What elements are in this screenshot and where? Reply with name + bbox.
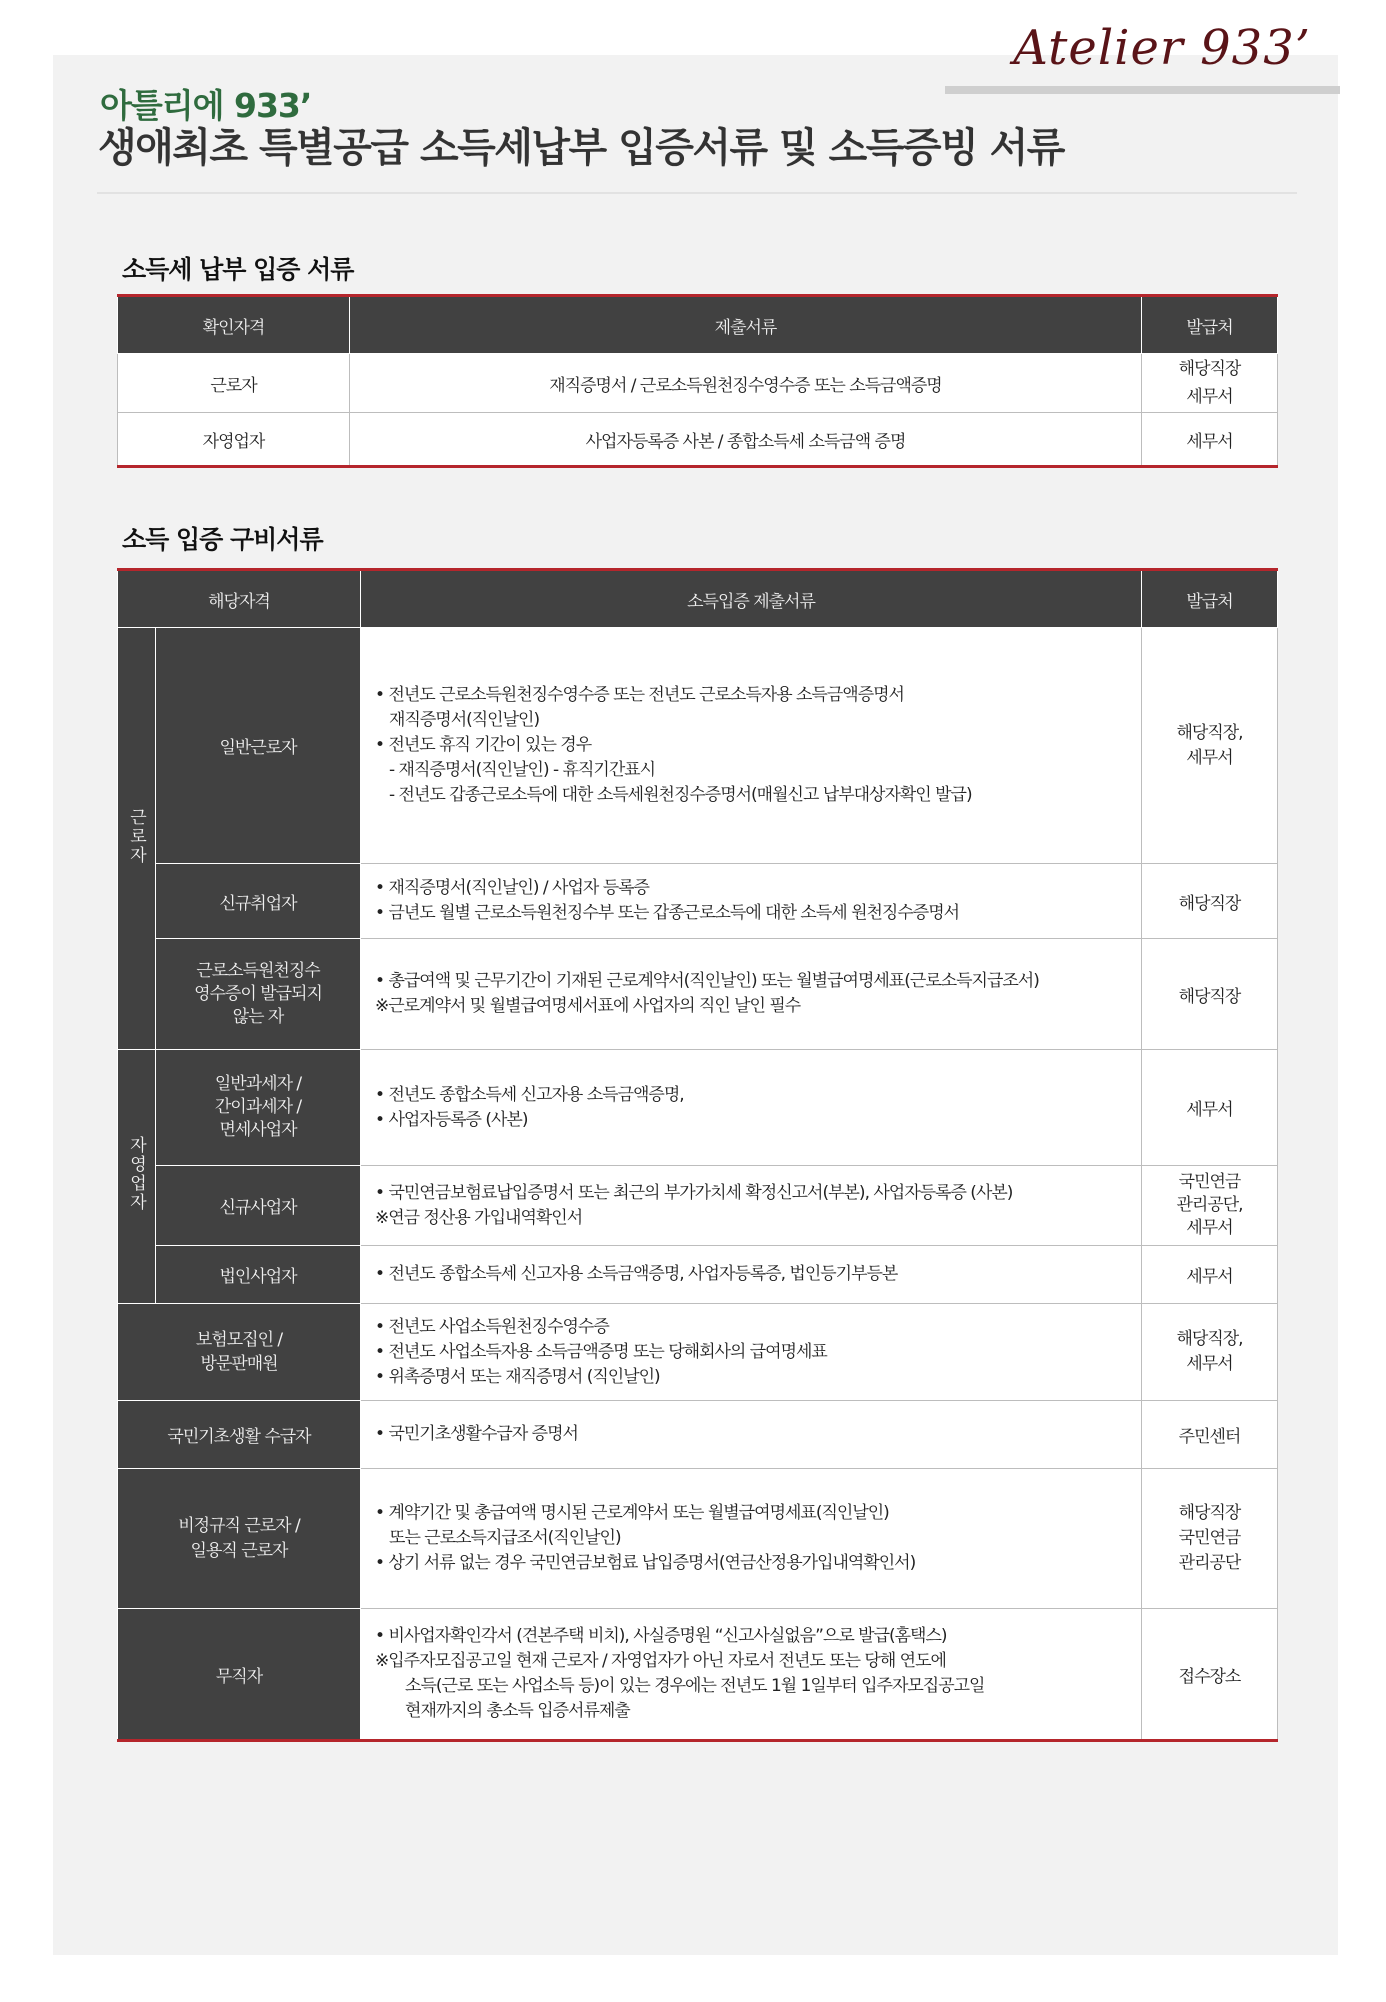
header-documents: 제출서류: [350, 296, 1142, 354]
row-qualification: 자영업자: [118, 413, 350, 467]
row-documents: • 전년도 사업소득원천징수영수증 • 전년도 사업소득자용 소득금액증명 또는 당해회사의 급여명세표 • 위촉증명서 또는 재직증명서 (직인날인): [361, 1304, 1142, 1401]
row-new-employee: 신규취업자: [156, 864, 361, 939]
title-divider: [97, 192, 1297, 194]
header-documents: 소득입증 제출서류: [361, 570, 1142, 628]
row-general-worker: 일반근로자: [156, 628, 361, 864]
row-unemployed: 무직자: [118, 1609, 361, 1741]
row-issuer: 해당직장: [1142, 939, 1278, 1050]
row-documents: • 총급여액 및 근무기간이 기재된 근로계약서(직인날인) 또는 월별급여명세표(근로소득지급조서) ※근로계약서 및 월별급여명세서표에 사업자의 직인 날인 필수: [361, 939, 1142, 1050]
header-qualification: 확인자격: [118, 296, 350, 354]
row-documents: 사업자등록증 사본 / 종합소득세 소득금액 증명: [350, 413, 1142, 467]
table-row: [118, 1166, 1278, 1246]
row-documents: • 전년도 종합소득세 신고자용 소득금액증명, 사업자등록증, 법인등기부등본: [361, 1246, 1142, 1304]
group-self-employed: 자영업자: [118, 1050, 156, 1304]
header-issuer: 발급처: [1142, 570, 1278, 628]
table-header-row: [118, 296, 1278, 354]
row-general-taxpayer: 일반과세자 / 간이과세자 / 면세사업자: [156, 1050, 361, 1166]
table-row: [118, 413, 1278, 467]
row-documents: • 비사업자확인각서 (견본주택 비치), 사실증명원 “신고사실없음”으로 발급(홈택스) ※입주자모집공고일 현재 근로자 / 자영업자가 아닌 자로서 전년도 또는 당해 연도에 소득(근로 또는 사업소득 등)이 있는 경우에는 전년도 1월 1일부터 입주자모집공고일 현재까지의 총소득 입증서류제출: [361, 1609, 1142, 1741]
row-documents: • 국민연금보험료납입증명서 또는 최근의 부가가치세 확정신고서(부본), 사업자등록증 (사본) ※연금 정산용 가입내역확인서: [361, 1166, 1142, 1246]
row-issuer: 접수장소: [1142, 1609, 1278, 1741]
page-subtitle: 아틀리에 933’: [100, 86, 312, 125]
row-issuer: 세무서: [1142, 413, 1278, 467]
header-issuer: 발급처: [1142, 296, 1278, 354]
row-documents: • 전년도 근로소득원천징수영수증 또는 전년도 근로소득자용 소득금액증명서 재직증명서(직인날인) • 전년도 휴직 기간이 있는 경우 - 재직증명서(직인날인) - 휴직기간표시 - 전년도 갑종근로소득에 대한 소득세원천징수증명서(매월신고 납부대상자확인 발급): [361, 628, 1142, 864]
table-row: [118, 1401, 1278, 1469]
row-no-receipt: 근로소득원천징수 영수증이 발급되지 않는 자: [156, 939, 361, 1050]
table-header-row: [118, 570, 1278, 628]
table-row: [118, 939, 1278, 1050]
brand-logo: Atelier 933’: [1013, 20, 1311, 76]
row-issuer: 해당직장, 세무서: [1142, 628, 1278, 864]
row-documents: • 전년도 종합소득세 신고자용 소득금액증명, • 사업자등록증 (사본): [361, 1050, 1142, 1166]
table-row: [118, 1469, 1278, 1609]
row-corporate: 법인사업자: [156, 1246, 361, 1304]
table-row: [118, 628, 1278, 864]
row-issuer: 해당직장, 세무서: [1142, 1304, 1278, 1401]
row-issuer: 해당직장 세무서: [1142, 354, 1278, 413]
row-irregular-worker: 비정규직 근로자 / 일용직 근로자: [118, 1469, 361, 1609]
row-documents: • 계약기간 및 총급여액 명시된 근로계약서 또는 월별급여명세표(직인날인) 또는 근로소득지급조서(직인날인) • 상기 서류 없는 경우 국민연금보험료 납입증명서(연금산정용가입내역확인서): [361, 1469, 1142, 1609]
row-qualification: 근로자: [118, 354, 350, 413]
page-title: 생애최초 특별공급 소득세납부 입증서류 및 소득증빙 서류: [98, 125, 1064, 171]
row-issuer: 주민센터: [1142, 1401, 1278, 1469]
row-documents: 재직증명서 / 근로소득원천징수영수증 또는 소득금액증명: [350, 354, 1142, 413]
table-row: [118, 864, 1278, 939]
row-new-business: 신규사업자: [156, 1166, 361, 1246]
row-issuer: 국민연금 관리공단, 세무서: [1142, 1166, 1278, 1246]
table-row: [118, 1304, 1278, 1401]
row-issuer: 세무서: [1142, 1246, 1278, 1304]
row-issuer: 해당직장: [1142, 864, 1278, 939]
section2-title: 소득 입증 구비서류: [122, 525, 323, 554]
income-proof-table: [117, 568, 1278, 1742]
table-row: [118, 354, 1278, 413]
table-row: [118, 1246, 1278, 1304]
header-qualification: 해당자격: [118, 570, 361, 628]
row-basic-living: 국민기초생활 수급자: [118, 1401, 361, 1469]
table-row: [118, 1050, 1278, 1166]
brand-underline: [945, 86, 1340, 94]
row-issuer: 해당직장 국민연금 관리공단: [1142, 1469, 1278, 1609]
section1-title: 소득세 납부 입증 서류: [122, 255, 354, 284]
row-documents: • 재직증명서(직인날인) / 사업자 등록증 • 금년도 월별 근로소득원천징수부 또는 갑종근로소득에 대한 소득세 원천징수증명서: [361, 864, 1142, 939]
row-issuer: 세무서: [1142, 1050, 1278, 1166]
row-insurance-agent: 보험모집인 / 방문판매원: [118, 1304, 361, 1401]
tax-proof-table: [117, 294, 1278, 468]
row-documents: • 국민기초생활수급자 증명서: [361, 1401, 1142, 1469]
group-worker: 근로자: [118, 628, 156, 1050]
table-row: [118, 1609, 1278, 1741]
